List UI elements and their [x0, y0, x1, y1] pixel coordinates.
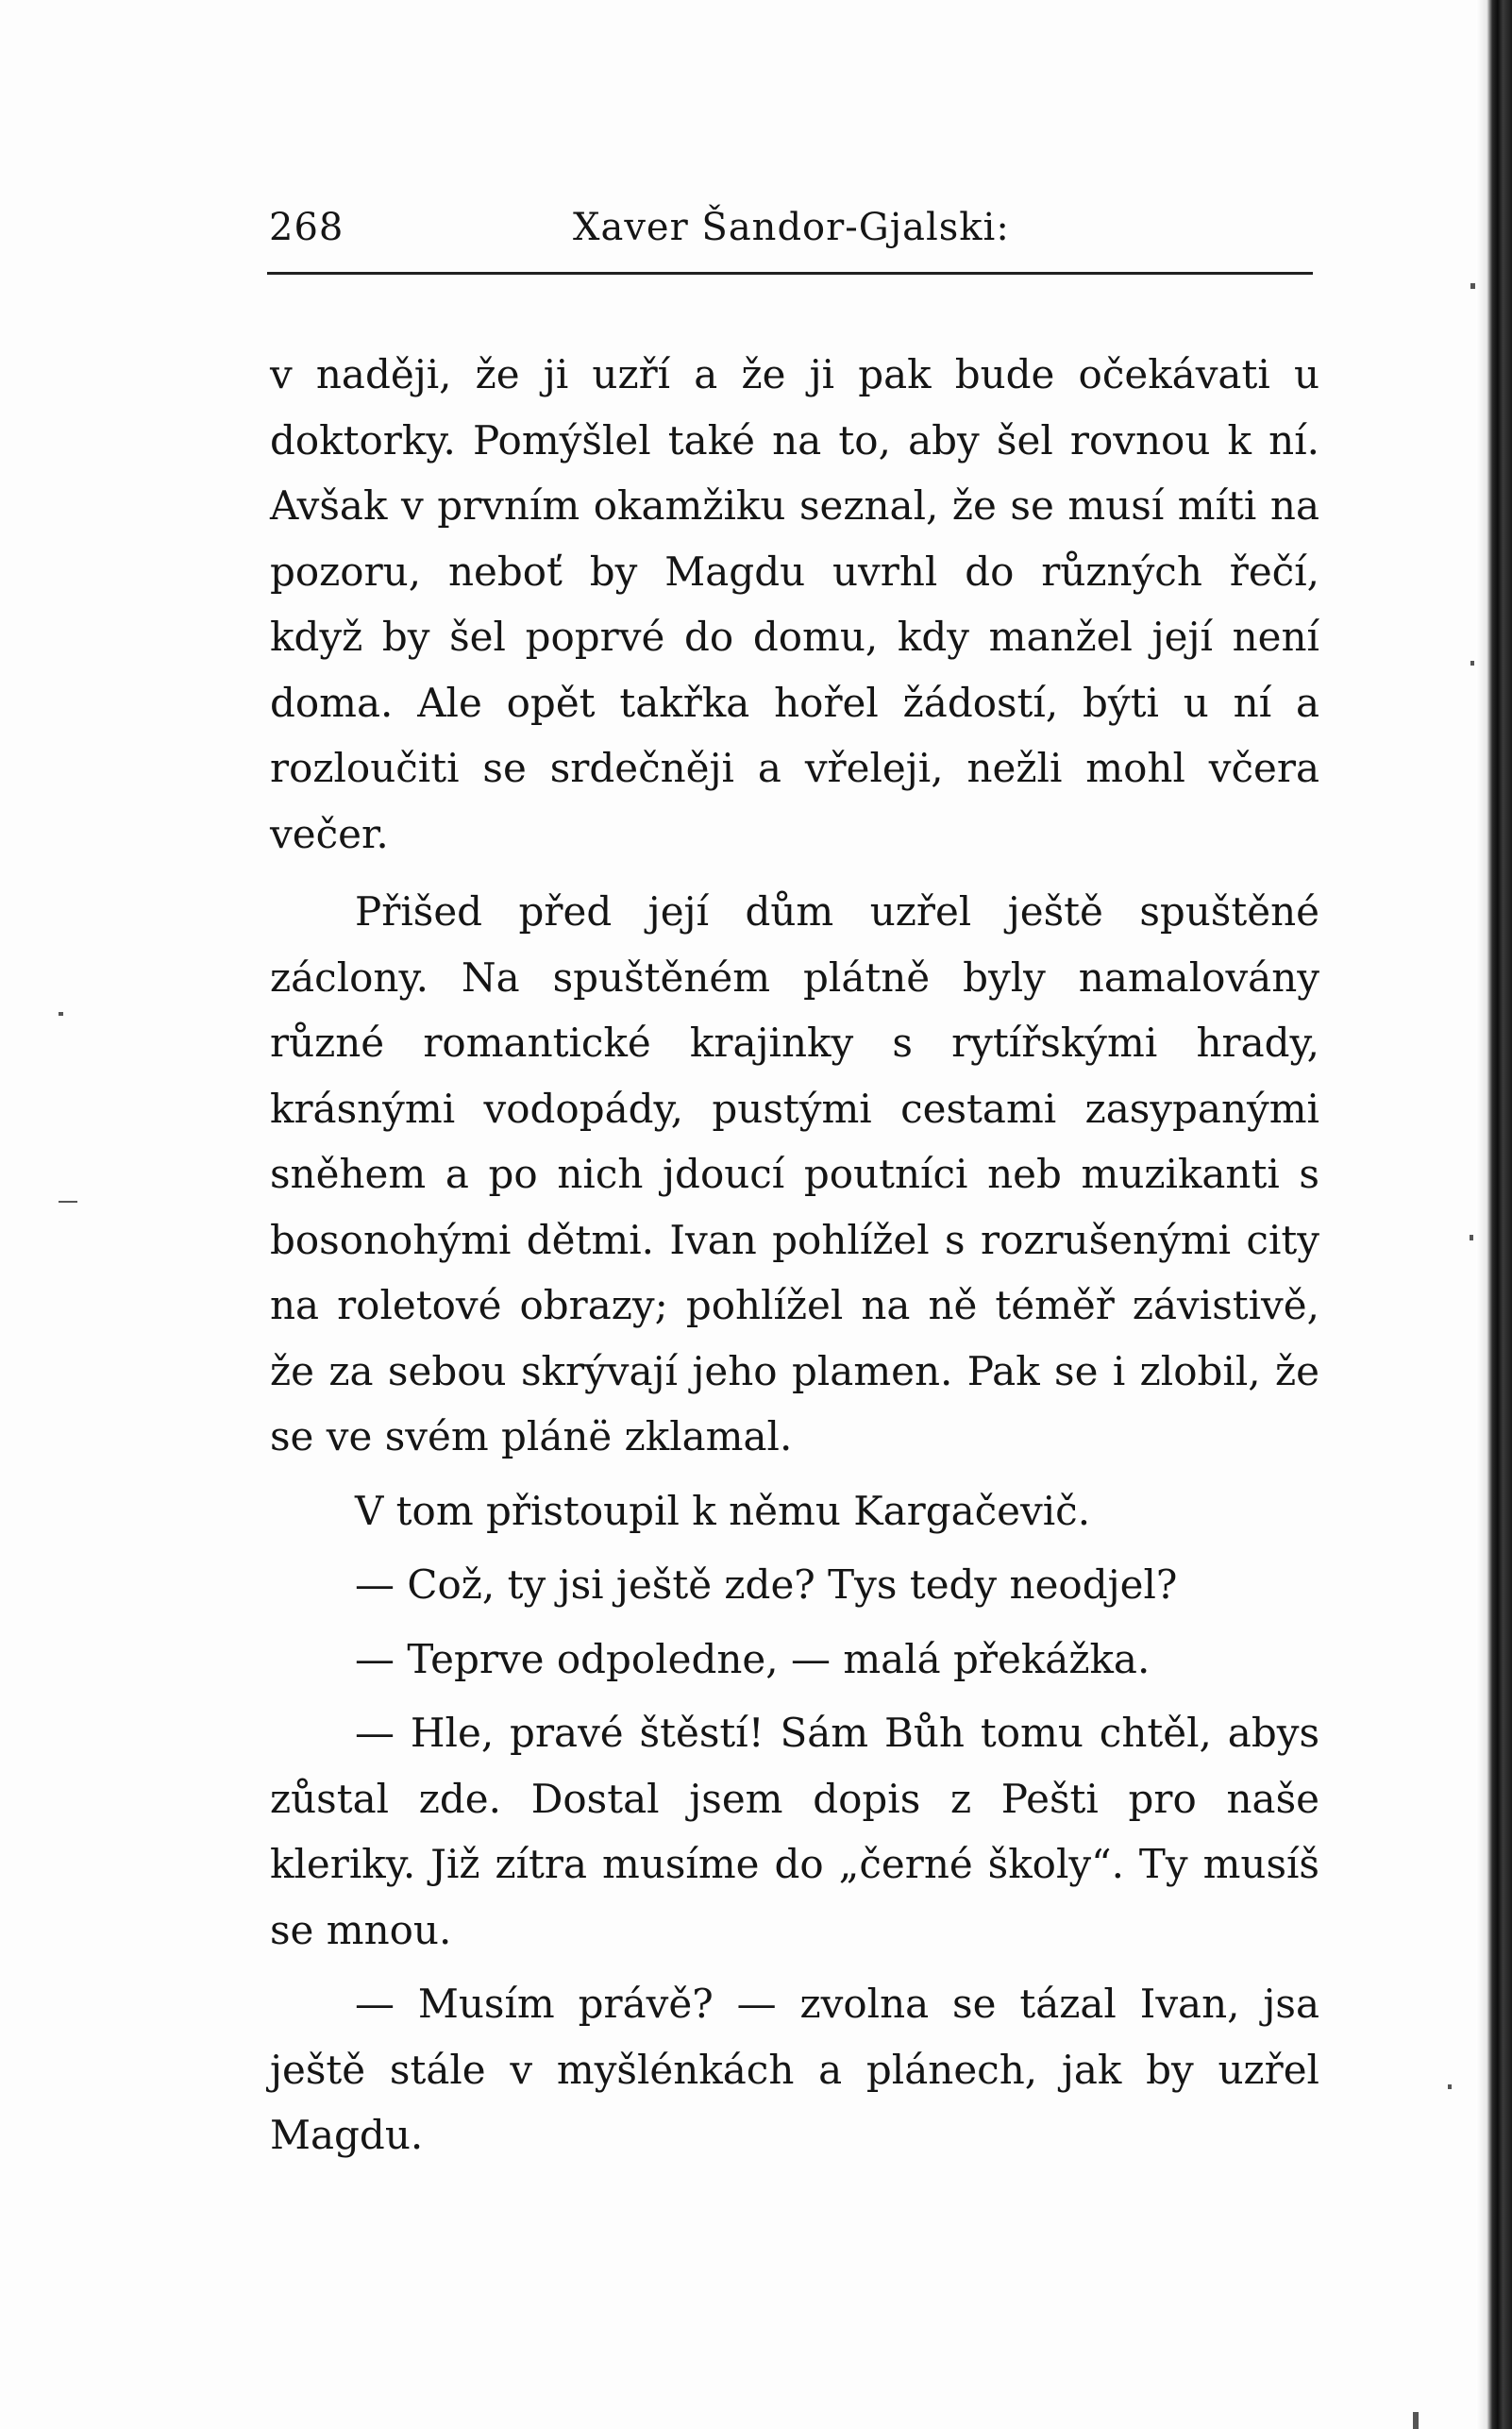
dialogue-line: — Což, ty jsi ještě zde? Tys tedy neodjel? [355, 1561, 1178, 1608]
scan-speck [1470, 283, 1475, 289]
scan-speck [1448, 2084, 1452, 2089]
page-header [269, 206, 1312, 262]
paragraph-continuation: v naději, že ji uzří a že ji pak bude očekávati u doktorky. Pomýšlel také na to, aby šel rovnou k ní. Avšak v prvním okamžiku seznal, že se musí míti na pozoru, neboť by Magdu uvrhl do různých řečí, když by šel poprvé do domu, kdy manžel její není doma. Ale opět takřka hořel žádostí, býti u ní a rozloučiti se srdečněji a vřeleji, nežli mohl včera večer. [270, 351, 1319, 857]
scan-speck [1470, 1235, 1473, 1240]
page-number: 268 [269, 206, 344, 249]
book-spine-edge [1476, 0, 1512, 2429]
scan-speck [59, 1201, 77, 1203]
paragraph: Přišed před její dům uzřel ještě spuštěné záclony. Na spuštěném plátně byly namalovány různé romantické krajinky s rytířskými hrady, krásnými vodopády, pustými cestami zasypanými sněhem a po nich jdoucí poutníci neb muzikanti s bosonohými dětmi. Ivan pohlížel s rozrušenými city na roletové obrazy; pohlížel na ně téměř závistivě, že za sebou skrývají jeho plamen. Pak se i zlobil, že se ve svém plánë zklamal. [270, 888, 1319, 1459]
scan-speck [59, 1012, 63, 1016]
running-title: Xaver Šandor-Gjalski: [573, 206, 1010, 249]
dialogue-line: — Teprve odpoledne, — malá překážka. [355, 1635, 1151, 1682]
dialogue-line: — Musím právě? — zvolna se tázal Ivan, jsa ještě stále v myšlénkách a plánech, jak by uzřel Magdu. [270, 1981, 1319, 2158]
paragraph: V tom přistoupil k němu Kargačevič. [355, 1487, 1091, 1534]
scan-speck [1413, 2412, 1419, 2429]
body-text [270, 342, 1319, 2168]
dialogue-line: — Hle, pravé štěstí! Sám Bůh tomu chtěl, abys zůstal zde. Dostal jsem dopis z Pešti pro naše kleriky. Již zítra musíme do „černé školy“. Ty musíš se mnou. [270, 1710, 1319, 1953]
header-rule [267, 272, 1313, 275]
scan-speck [1470, 661, 1474, 666]
